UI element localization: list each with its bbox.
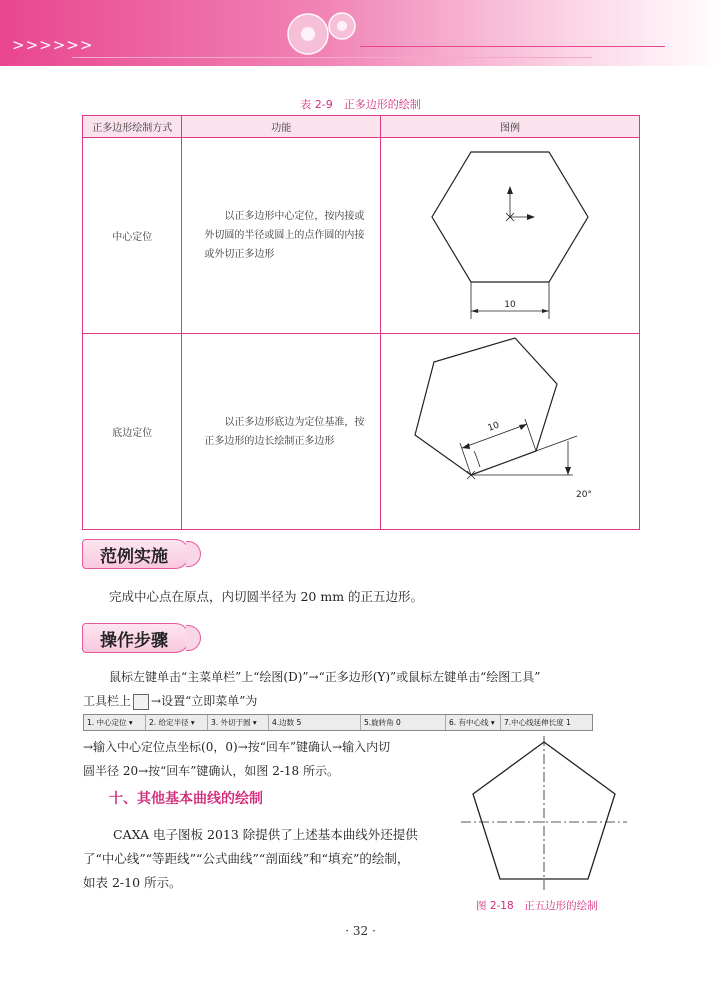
row-mode: 底边定位 [83, 334, 182, 530]
subsection-line-3: 如表 2-10 所示。 [83, 875, 182, 890]
center-hexagon-diagram [382, 139, 638, 329]
row-description: 以正多边形底边为定位基准，按正多边形的边长绘制正多边形 [182, 334, 381, 530]
column-header-function: 功能 [182, 116, 381, 138]
table-row [83, 138, 640, 334]
section-heading-steps [82, 623, 204, 653]
steps-line-3: →输入中心定位点坐标(0，0)→按“回车”键确认→输入内切 [83, 740, 391, 754]
subsection-title: 十、其他基本曲线的绘制 [109, 791, 263, 807]
steps-line-4: 圆半径 20→按“回车”键确认，如图 2-18 所示。 [83, 764, 339, 778]
menu-circumscribed[interactable]: 3. 外切于圆 ▾ [208, 715, 269, 730]
row-illustration [381, 334, 640, 530]
table-header-row [83, 116, 640, 138]
row-description: 以正多边形中心定位，按内接或外切圆的半径或圆上的点作圆的内接或外切正多边形 [182, 138, 381, 334]
menu-centerline[interactable]: 6. 有中心线 ▾ [446, 715, 501, 730]
column-header-mode: 正多边形绘制方式 [83, 116, 182, 138]
example-text: 完成中心点在原点，内切圆半径为 20 mm 的正五边形。 [109, 589, 424, 604]
immediate-menu-bar [83, 714, 593, 731]
subsection-line-1: CAXA 电子图板 2013 除提供了上述基本曲线外还提供 [113, 827, 418, 842]
menu-center-locate[interactable]: 1. 中心定位 ▾ [84, 715, 146, 730]
header-rule [360, 46, 665, 47]
menu-given-radius[interactable]: 2. 给定半径 ▾ [146, 715, 208, 730]
header-chevrons: >>>>>> [12, 36, 94, 54]
dimension-label: 10 [504, 300, 516, 310]
section-heading-example [82, 539, 204, 569]
angle-label: 20° [576, 490, 592, 500]
page-number: · 32 · [345, 924, 376, 938]
polygon-methods-table [82, 115, 640, 530]
row-illustration [381, 138, 640, 334]
steps-line-2: 工具栏上 →设置“立即菜单”为 [83, 694, 258, 708]
base-heptagon-diagram [382, 335, 638, 525]
polygon-tool-icon [133, 694, 149, 710]
table-caption: 表 2-9 正多边形的绘制 [300, 98, 421, 111]
table-row [83, 334, 640, 530]
menu-rotation[interactable]: 5.旋转角 0 [361, 715, 446, 730]
section-title: 操作步骤 [100, 631, 168, 651]
header-rule-secondary [72, 57, 592, 58]
figure-caption: 图 2-18 正五边形的绘制 [476, 900, 598, 912]
dimension-label: 10 [486, 420, 501, 434]
gear-icon [268, 6, 368, 61]
steps-line-1: 鼠标左键单击“主菜单栏”上“绘图(D)”→“正多边形(Y)”或鼠标左键单击“绘图工具” [109, 670, 541, 684]
menu-centerline-extension[interactable]: 7.中心线延伸长度 1 [504, 718, 571, 727]
row-mode: 中心定位 [83, 138, 182, 334]
menu-sides[interactable]: 4.边数 5 [269, 715, 361, 730]
section-title: 范例实施 [100, 547, 168, 567]
subsection-line-2: 了“中心线”“等距线”“公式曲线”“剖面线”和“填充”的绘制， [83, 851, 410, 866]
pentagon-figure [455, 734, 635, 896]
column-header-illustration: 图例 [381, 116, 640, 138]
